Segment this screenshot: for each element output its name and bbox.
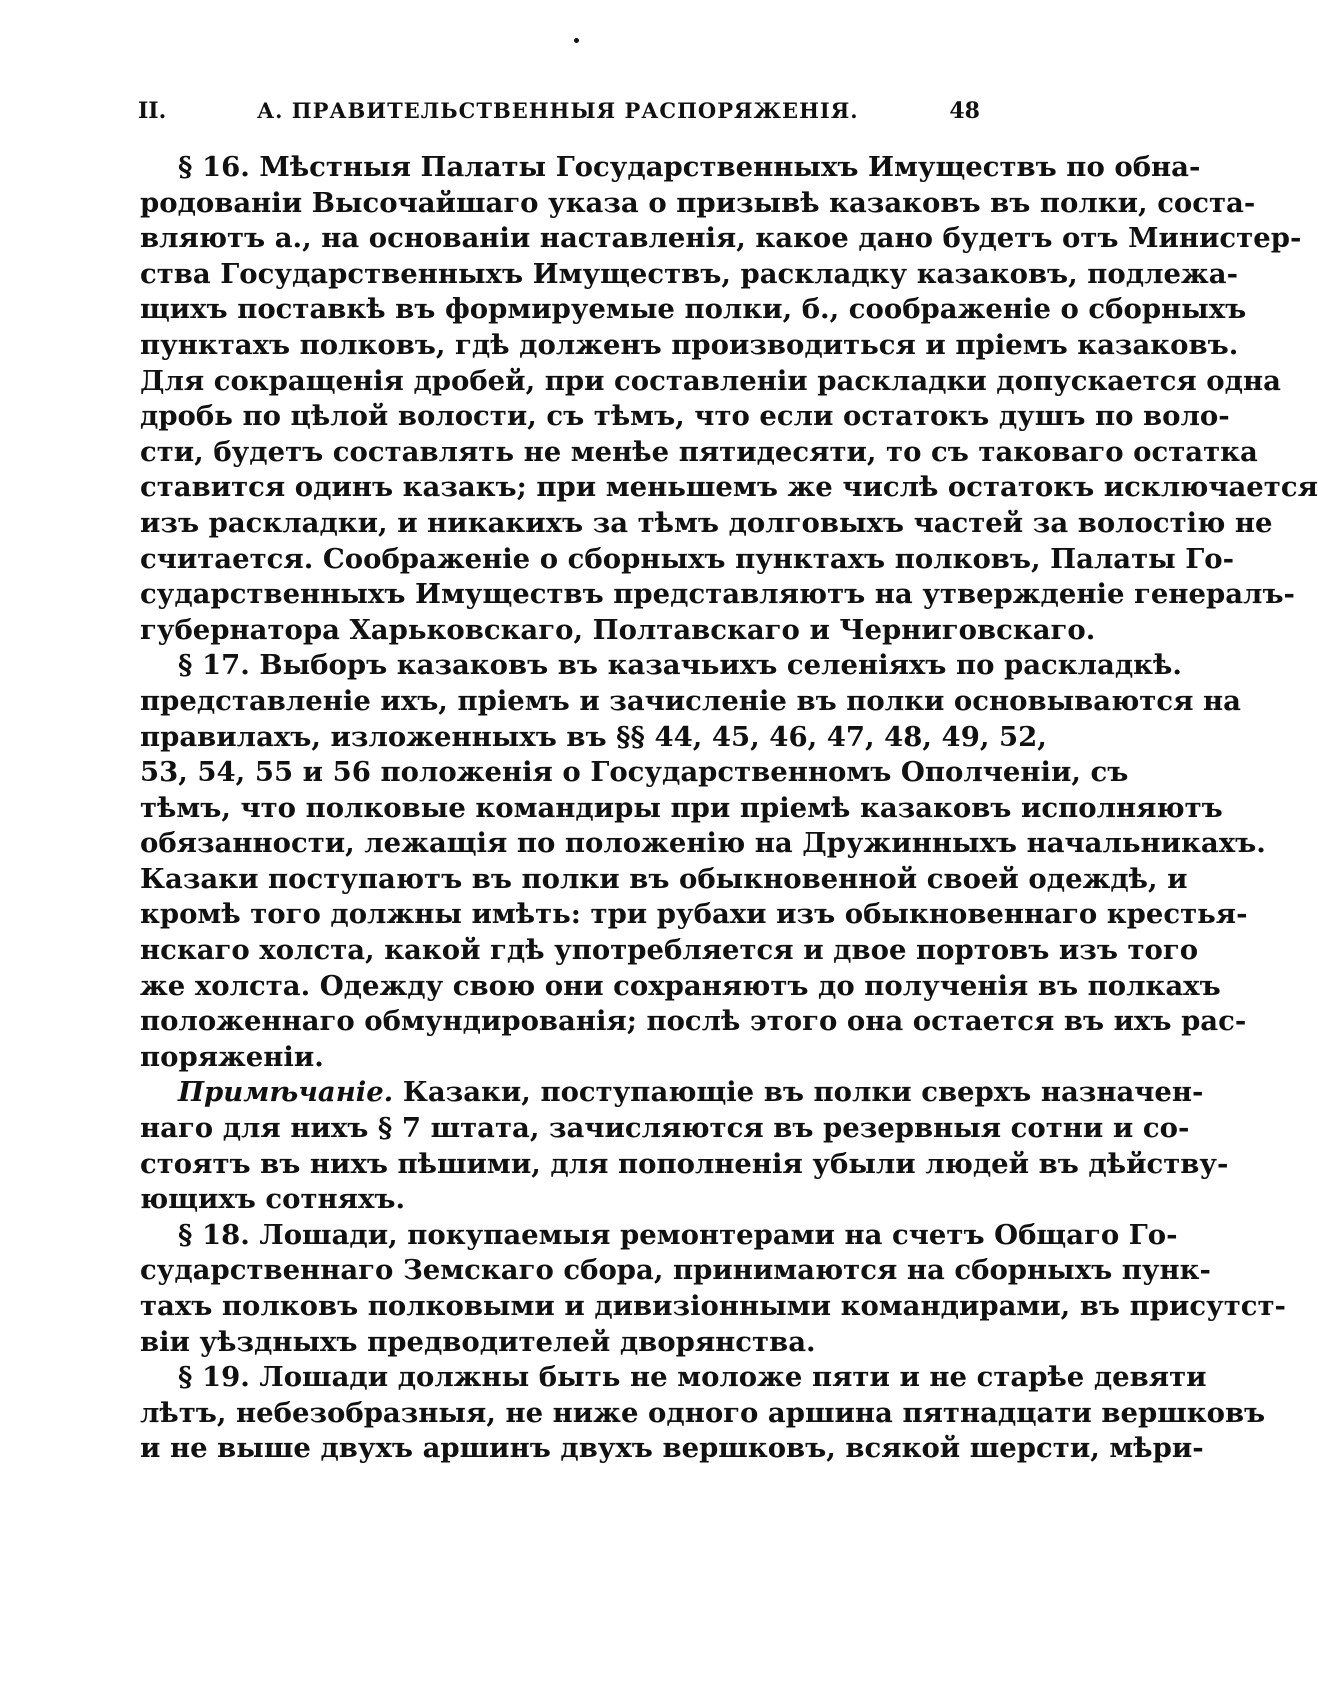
- text-line: Казаки, поступающіе въ полки сверхъ назначен-: [402, 1076, 1204, 1109]
- running-header: [138, 98, 980, 124]
- text-line: віи уѣздныхъ предводителей дворянства.: [140, 1325, 816, 1358]
- text-line: и не выше двухъ аршинъ двухъ вершковъ, всякой шерсти, мѣри-: [140, 1432, 1204, 1465]
- text-line: вляютъ а., на основаніи наставленія, какое дано будетъ отъ Министер-: [140, 222, 1302, 255]
- text-line: представленіе ихъ, пріемъ и зачисленіе въ полки основываются на: [140, 684, 1241, 717]
- text-line: наго для нихъ § 7 штата, зачисляются въ резервныя сотни и со-: [140, 1112, 1190, 1145]
- text-line: пунктахъ полковъ, гдѣ долженъ производиться и пріемъ казаковъ.: [140, 328, 1239, 361]
- text-line: 53, 54, 55 и 56 положенія о Государственномъ Ополченіи, съ: [140, 756, 1129, 789]
- page-number: 48: [949, 98, 980, 124]
- text-line: сударственнаго Земскаго сбора, принимаются на сборныхъ пунк-: [140, 1254, 1211, 1287]
- text-line: изъ раскладки, и никакихъ за тѣмъ долговыхъ частей за волостію не: [140, 506, 1273, 539]
- text-line: ства Государственныхъ Имуществъ, раскладку казаковъ, подлежа-: [140, 257, 1238, 290]
- text-line: обязанности, лежащія по положенію на Дружинныхъ начальникахъ.: [140, 827, 1266, 860]
- text-line: дробь по цѣлой волости, съ тѣмъ, что если остатокъ душъ по воло-: [140, 400, 1230, 433]
- text-line: сударственныхъ Имуществъ представляютъ на утвержденіе генералъ-: [140, 578, 1295, 611]
- note-paragraph: [140, 1075, 1229, 1217]
- paragraph-18: [140, 1218, 1286, 1360]
- text-line: § 18. Лошади, покупаемыя ремонтерами на счетъ Общаго Го-: [178, 1218, 1178, 1251]
- text-line: Казаки поступаютъ въ полки въ обыкновенной своей одеждѣ, и: [140, 862, 1188, 895]
- text-line: нскаго холста, какой гдѣ употребляется и двое портовъ изъ того: [140, 934, 1199, 967]
- text-line: положеннаго обмундированія; послѣ этого она остается въ ихъ рас-: [140, 1005, 1247, 1038]
- text-line: сти, будетъ составлять не менѣе пятидесяти, то съ таковаго остатка: [140, 435, 1258, 468]
- text-line: тѣмъ, что полковые командиры при пріемѣ казаковъ исполняютъ: [140, 791, 1223, 824]
- header-title: А. ПРАВИТЕЛЬСТВЕННЫЯ РАСПОРЯЖЕНІЯ.: [257, 98, 859, 123]
- text-line: щихъ поставкѣ въ формируемые полки, б., соображеніе о сборныхъ: [140, 293, 1247, 326]
- text-line: поряженіи.: [140, 1040, 324, 1073]
- page-body: [140, 150, 1318, 1467]
- text-line: § 19. Лошади должны быть не моложе пяти и не старѣе девяти: [178, 1361, 1207, 1394]
- text-line: § 16. Мѣстныя Палаты Государственныхъ Имуществъ по обна-: [178, 151, 1201, 183]
- text-line: лѣтъ, небезобразныя, не ниже одного аршина пятнадцати вершковъ: [140, 1396, 1266, 1429]
- text-line: считается. Соображеніе о сборныхъ пунктахъ полковъ, Палаты Го-: [140, 542, 1235, 575]
- text-line: родованіи Высочайшаго указа о призывѣ казаковъ въ полки, соста-: [140, 186, 1256, 219]
- text-line: правилахъ, изложенныхъ въ §§ 44, 45, 46, 47, 48, 49, 52,: [140, 720, 1047, 753]
- paragraph-19: [140, 1360, 1266, 1467]
- text-line: Для сокращенія дробей, при составленіи раскладки допускается одна: [140, 364, 1281, 397]
- ink-dot: [574, 38, 579, 43]
- chapter-number: II.: [138, 98, 167, 124]
- text-line: § 17. Выборъ казаковъ въ казачьихъ селеніяхъ по раскладкѣ.: [178, 649, 1182, 682]
- text-line: кромѣ того должны имѣть: три рубахи изъ обыкновеннаго крестья-: [140, 898, 1248, 931]
- paragraph-16: [140, 150, 1318, 648]
- text-line: губернатора Харьковскаго, Полтавскаго и Черниговскаго.: [140, 613, 1096, 646]
- text-line: ющихъ сотняхъ.: [140, 1183, 406, 1216]
- paragraph-17: [140, 648, 1266, 1075]
- text-line: ставится одинъ казакъ; при меньшемъ же числѣ остатокъ исключается: [140, 471, 1318, 504]
- text-line: стоятъ въ нихъ пѣшими, для пополненія убыли людей въ дѣйству-: [140, 1147, 1229, 1180]
- text-line: тахъ полковъ полковыми и дивизіонными командирами, въ присутст-: [140, 1290, 1286, 1322]
- text-line: же холста. Одежду свою они сохраняютъ до полученія въ полкахъ: [140, 969, 1221, 1002]
- note-label: Примѣчаніе.: [178, 1076, 394, 1109]
